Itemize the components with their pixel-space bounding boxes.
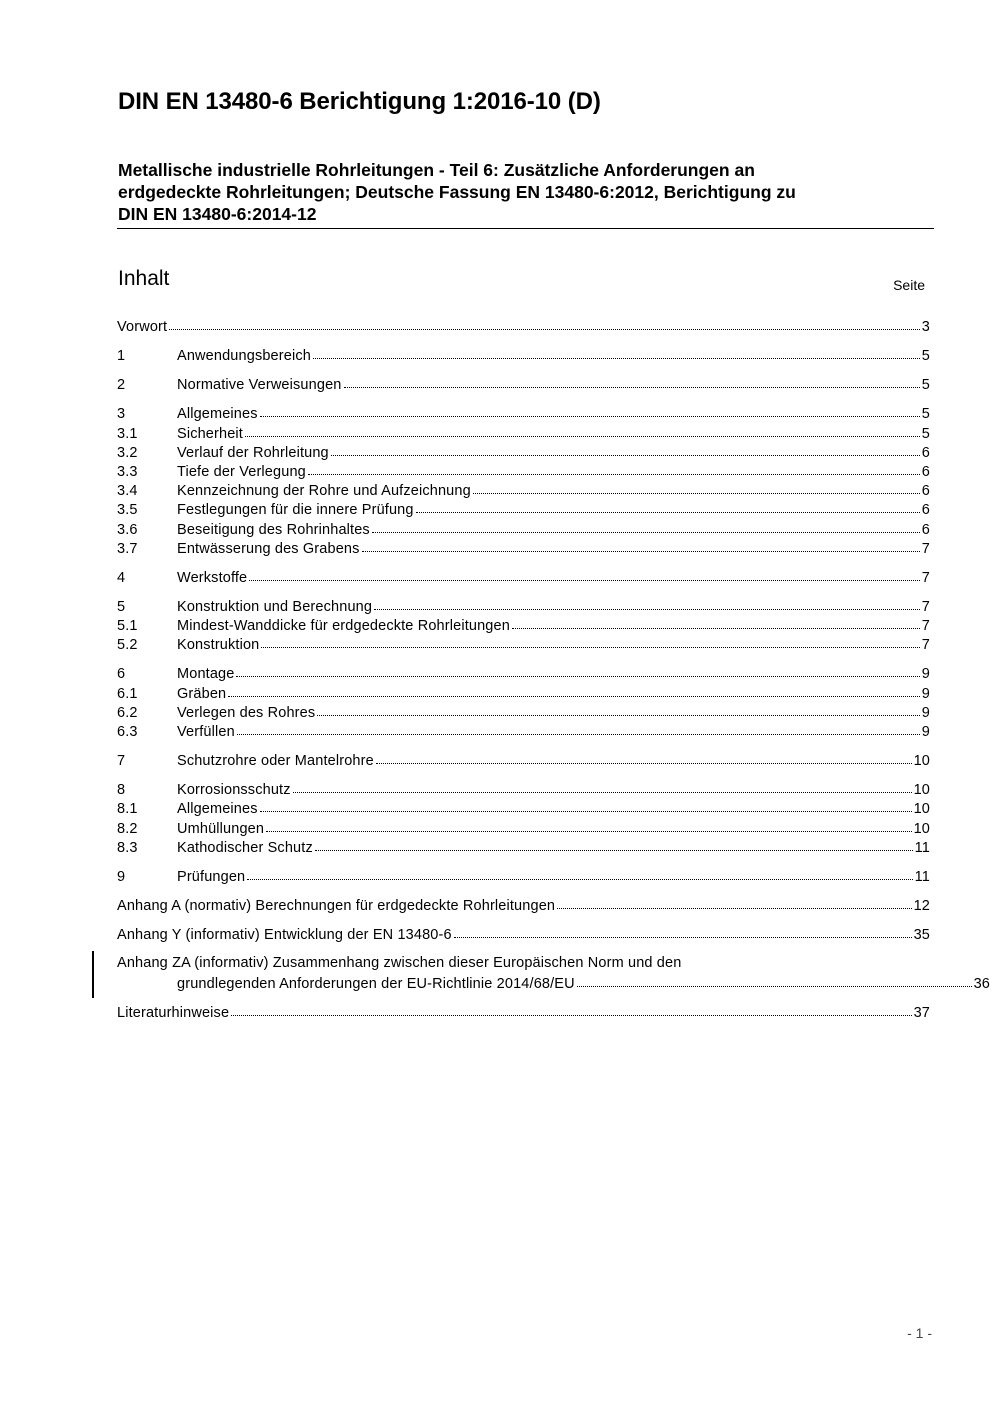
toc-entry-title: Anhang ZA (informativ) Zusammenhang zwischen dieser Europäischen Norm und den (117, 955, 682, 971)
toc-entry[interactable] (117, 482, 930, 500)
toc-entry[interactable] (117, 1004, 930, 1022)
toc-entry[interactable] (117, 598, 930, 616)
toc-entry-number: 3.2 (117, 445, 138, 461)
toc-entry-page: 10 (913, 821, 930, 837)
toc-leader-dots (473, 481, 920, 494)
toc-entry-number: 3.4 (117, 483, 138, 499)
subtitle-line: erdgedeckte Rohrleitungen; Deutsche Fassung EN 13480-6:2012, Berichtigung zu (118, 182, 796, 202)
toc-entry-title: Literaturhinweise (117, 1005, 230, 1021)
toc-entry-title: Verlegen des Rohres (177, 705, 316, 721)
toc-entry-page: 12 (913, 898, 930, 914)
toc-entry-number: 3 (117, 406, 126, 422)
toc-leader-dots (169, 317, 920, 330)
toc-entry-number: 7 (117, 753, 126, 769)
toc-entry[interactable] (117, 376, 930, 394)
toc-entry-page: 7 (921, 541, 930, 557)
toc-entry-title: Anhang A (normativ) Berechnungen für erdgedeckte Rohrleitungen (117, 898, 556, 914)
toc-entry-title: Festlegungen für die innere Prüfung (177, 502, 414, 518)
toc-entry-title: grundlegenden Anforderungen der EU-Richtlinie 2014/68/EU (177, 976, 575, 992)
toc-entry-title: Konstruktion und Berechnung (177, 599, 373, 615)
toc-entry[interactable] (117, 820, 930, 838)
toc-entry[interactable] (117, 636, 930, 654)
page-number: - 1 - (907, 1325, 932, 1341)
toc-entry-title: Beseitigung des Rohrinhaltes (177, 522, 370, 538)
toc-leader-dots (266, 819, 911, 832)
toc-leader-dots (236, 664, 919, 677)
toc-entry-title: Sicherheit (177, 426, 243, 442)
toc-leader-dots (344, 375, 920, 388)
toc-entry-number: 5.2 (117, 637, 138, 653)
toc-entry[interactable] (117, 975, 990, 993)
toc-entry-number: 8.1 (117, 801, 138, 817)
page-column-heading: Seite (893, 277, 925, 293)
toc-entry-number: 8 (117, 782, 126, 798)
toc-entry-page: 5 (921, 426, 930, 442)
toc-entry-title: Verlauf der Rohrleitung (177, 445, 329, 461)
toc-entry[interactable] (117, 752, 930, 770)
toc-entry-number: 6.3 (117, 724, 138, 740)
toc-entry-page: 7 (921, 618, 930, 634)
toc-entry-number: 8.3 (117, 840, 138, 856)
toc-entry[interactable] (117, 617, 930, 635)
toc-entry-number: 6.1 (117, 686, 138, 702)
toc-entry-page: 10 (913, 782, 930, 798)
toc-entry-page: 37 (913, 1005, 930, 1021)
toc-entry-page: 9 (921, 686, 930, 702)
toc-entry[interactable] (117, 704, 930, 722)
toc-entry-page: 6 (921, 445, 930, 461)
toc-entry-number: 6.2 (117, 705, 138, 721)
toc-entry[interactable] (117, 685, 930, 703)
toc-leader-dots (362, 539, 920, 552)
toc-entry-page: 7 (921, 570, 930, 586)
toc-leader-dots (260, 799, 912, 812)
toc-entry-number: 8.2 (117, 821, 138, 837)
toc-entry-title: Kathodischer Schutz (177, 840, 313, 856)
toc-entry-page: 7 (921, 599, 930, 615)
toc-entry-number: 3.7 (117, 541, 138, 557)
toc-entry[interactable] (117, 800, 930, 818)
toc-entry-page: 9 (921, 666, 930, 682)
change-bar (92, 951, 94, 998)
header-divider (117, 228, 934, 229)
toc-entry-page: 5 (921, 406, 930, 422)
toc-entry-page: 5 (921, 348, 930, 364)
toc-entry[interactable] (117, 501, 930, 519)
toc-leader-dots (237, 722, 920, 735)
document-title: DIN EN 13480-6 Berichtigung 1:2016-10 (D) (118, 88, 601, 115)
toc-entry-number: 3.1 (117, 426, 138, 442)
toc-entry-page: 7 (921, 637, 930, 653)
toc-leader-dots (293, 780, 912, 793)
toc-entry-number: 5 (117, 599, 126, 615)
toc-entry-title: Mindest-Wanddicke für erdgedeckte Rohrleitungen (177, 618, 510, 634)
toc-entry-title: Montage (177, 666, 235, 682)
subtitle-line: DIN EN 13480-6:2014-12 (118, 204, 317, 224)
toc-entry[interactable] (117, 781, 930, 799)
toc-entry[interactable] (117, 868, 930, 886)
toc-entry-title: Allgemeines (177, 801, 258, 817)
toc-leader-dots (313, 346, 920, 359)
toc-entry-page: 10 (913, 753, 930, 769)
document-subtitle (118, 159, 918, 225)
toc-entry-title: Korrosionsschutz (177, 782, 291, 798)
toc-entry-page: 35 (913, 927, 930, 943)
toc-entry[interactable] (117, 318, 930, 336)
toc-leader-dots (231, 1003, 911, 1016)
toc-entry-title: Prüfungen (177, 869, 246, 885)
toc-entry-number: 6 (117, 666, 126, 682)
toc-leader-dots (228, 684, 920, 697)
toc-entry-number: 9 (117, 869, 126, 885)
subtitle-line: Metallische industrielle Rohrleitungen - Teil 6: Zusätzliche Anforderungen an (118, 160, 755, 180)
toc-entry[interactable] (117, 463, 930, 481)
toc-entry-title: Umhüllungen (177, 821, 265, 837)
toc-entry[interactable] (117, 569, 930, 587)
toc-entry-title: Allgemeines (177, 406, 258, 422)
toc-entry-title: Anwendungsbereich (177, 348, 311, 364)
toc-entry-number: 5.1 (117, 618, 138, 634)
toc-entry-number: 3.5 (117, 502, 138, 518)
toc-entry[interactable] (117, 897, 930, 915)
toc-entry-page: 36 (973, 976, 990, 992)
toc-entry-title: Werkstoffe (177, 570, 248, 586)
toc-entry-page: 6 (921, 522, 930, 538)
toc-leader-dots (372, 520, 920, 533)
toc-entry-title: Tiefe der Verlegung (177, 464, 306, 480)
toc-entry[interactable] (117, 723, 930, 741)
toc-leader-dots (249, 568, 920, 581)
toc-leader-dots (317, 703, 920, 716)
toc-entry-title: Kennzeichnung der Rohre und Aufzeichnung (177, 483, 471, 499)
toc-entry-title: Verfüllen (177, 724, 235, 740)
toc-leader-dots (308, 462, 920, 475)
toc-entry-page: 6 (921, 483, 930, 499)
toc-leader-dots (454, 925, 912, 938)
toc-entry-number: 3.3 (117, 464, 138, 480)
toc-leader-dots (245, 424, 920, 437)
toc-entry-title: Vorwort (117, 319, 168, 335)
toc-entry-page: 3 (921, 319, 930, 335)
toc-entry-page: 6 (921, 464, 930, 480)
toc-entry-title: Schutzrohre oder Mantelrohre (177, 753, 374, 769)
toc-entry-number: 4 (117, 570, 126, 586)
toc-leader-dots (577, 974, 972, 987)
toc-entry-title: Konstruktion (177, 637, 260, 653)
toc-entry[interactable] (117, 444, 930, 462)
toc-leader-dots (331, 443, 920, 456)
toc-entry-page: 5 (921, 377, 930, 393)
toc-entry-title: Anhang Y (informativ) Entwicklung der EN 13480-6 (117, 927, 452, 943)
toc-leader-dots (416, 500, 920, 513)
toc-entry-title: Normative Verweisungen (177, 377, 342, 393)
toc-entry-page: 11 (914, 869, 930, 885)
toc-entry[interactable] (117, 521, 930, 539)
toc-leader-dots (260, 404, 920, 417)
toc-leader-dots (512, 616, 920, 629)
toc-leader-dots (374, 597, 920, 610)
toc-leader-dots (557, 896, 911, 909)
toc-leader-dots (247, 867, 912, 880)
toc-heading: Inhalt (118, 267, 170, 290)
toc-entry-number: 2 (117, 377, 126, 393)
toc-entry-title: Gräben (177, 686, 227, 702)
toc-entry-page: 9 (921, 724, 930, 740)
toc-entry[interactable] (117, 540, 930, 558)
toc-leader-dots (376, 751, 912, 764)
toc-leader-dots (261, 635, 919, 648)
toc-entry-page: 6 (921, 502, 930, 518)
toc-entry[interactable] (117, 405, 930, 423)
toc-entry[interactable] (117, 955, 930, 973)
toc-leader-dots (315, 838, 913, 851)
toc-entry[interactable] (117, 665, 930, 683)
toc-entry-number: 3.6 (117, 522, 138, 538)
toc-entry-title: Entwässerung des Grabens (177, 541, 360, 557)
toc-entry-page: 11 (914, 840, 930, 856)
toc-entry-number: 1 (117, 348, 126, 364)
toc-entry-page: 10 (913, 801, 930, 817)
toc-entry[interactable] (117, 926, 930, 944)
toc-entry[interactable] (117, 425, 930, 443)
toc-entry[interactable] (117, 347, 930, 365)
toc-entry-page: 9 (921, 705, 930, 721)
toc-entry[interactable] (117, 839, 930, 857)
